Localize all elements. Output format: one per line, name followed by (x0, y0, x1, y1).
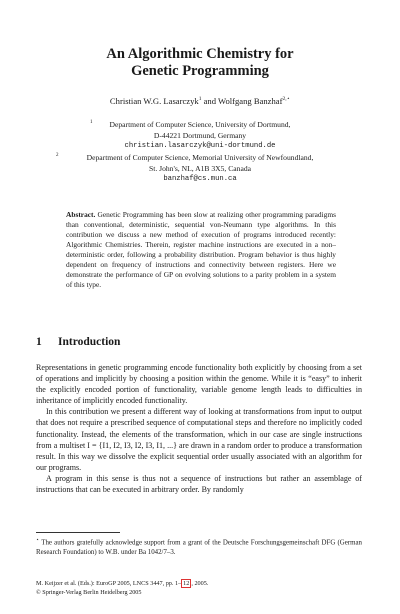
footnote (36, 536, 362, 557)
citation-page-link[interactable]: 12 (183, 580, 190, 587)
section-title: Introduction (58, 336, 121, 348)
title-line-2: Genetic Programming (131, 63, 269, 79)
author-1-name: Christian W.G. Lasarczyk (109, 96, 199, 106)
affiliation-1 (0, 119, 400, 152)
copyright-line: © Springer-Verlag Berlin Heidelberg 2005 (36, 588, 142, 596)
citation-suffix: , 2005. (191, 580, 209, 587)
citation-prefix: M. Keijzer et al. (Eds.): EuroGP 2005, LNCS 3447, pp. 1– (36, 580, 182, 587)
citation-line (36, 580, 366, 589)
body-text (36, 362, 362, 495)
paragraph-2: In this contribution we present a different way of looking at transformations from input to output that does not require a prescribed sequence of computational steps and therefore no implicitly coded functionality. Instead, the elements of the transformation, which in our case are single instructions from a multiset I = {I1, I2, I3, I2, I3, I1, ...} are drawn in a random order to produce a transformation result. In this way we dissolve the explicit sequential order usually associated with an algorithm for our programs. (36, 407, 362, 472)
affiliation-1-line-2: D-44221 Dortmund, Germany (153, 131, 247, 140)
affiliation-1-email: christian.lasarczyk@uni-dortmund.de (124, 142, 276, 150)
affiliation-1-number: 1 (90, 120, 93, 125)
author-1-mark: 1 (198, 96, 202, 103)
footnote-mark: ⋆ (36, 538, 40, 543)
affiliation-2 (0, 152, 400, 185)
affiliation-2-line-1: Department of Computer Science, Memorial University of Newfoundland, (86, 153, 314, 162)
author-2-mark: 2,⋆ (282, 96, 291, 103)
abstract-text: Genetic Programming has been slow at realizing other programming paradigms than conventional, deterministic, sequential von-Neumann type algorithms. In this contribution we discuss a new method of execution of programs introduced recently: Algorithmic Chemistries. Therein, register machine instructions are executed in a non–deterministic order, following a probability distribution. Program behavior is thus highly dependent on frequency of instructions and connectivity between registers. Here we demonstrate the performance of GP on evolving solutions to a parity problem in a system of this type. (66, 210, 336, 289)
abstract (66, 210, 336, 290)
section-heading (36, 336, 120, 348)
paragraph-3: A program in this sense is thus not a sequence of instructions but rather an assemblage of instructions that can be executed in arbitrary order. By randomly (36, 473, 362, 495)
affiliation-2-email: banzhaf@cs.mun.ca (163, 175, 237, 183)
paragraph-1: Representations in genetic programming encode functionality both explicitly by choosing from a set of operations and implicitly by choosing a position within the genome. While it is “easy” to inherit the explicitly encoded portion of functionality, variable genome length leads to difficulties in inheritance of implicitly encoded functionality. (36, 363, 362, 406)
affiliation-2-line-2: St. John's, NL, A1B 3X5, Canada (149, 164, 251, 173)
affiliation-2-number: 2 (56, 153, 59, 158)
paper-title (0, 46, 400, 80)
section-number: 1 (36, 336, 42, 348)
abstract-label: Abstract. (66, 210, 96, 219)
title-line-1: An Algorithmic Chemistry for (106, 46, 294, 62)
footnote-rule (36, 532, 120, 533)
affiliation-1-line-1: Department of Computer Science, University of Dortmund, (109, 120, 291, 129)
page-footer (36, 580, 366, 597)
author-2-name: and Wolfgang Banzhaf (201, 96, 283, 106)
footnote-text: The authors gratefully acknowledge support from a grant of the Deutsche Forschungsgemeinschaft DFG (German Research Foundation) to W.B. under Ba 1042/7–3. (36, 539, 362, 556)
author-line (0, 96, 400, 106)
